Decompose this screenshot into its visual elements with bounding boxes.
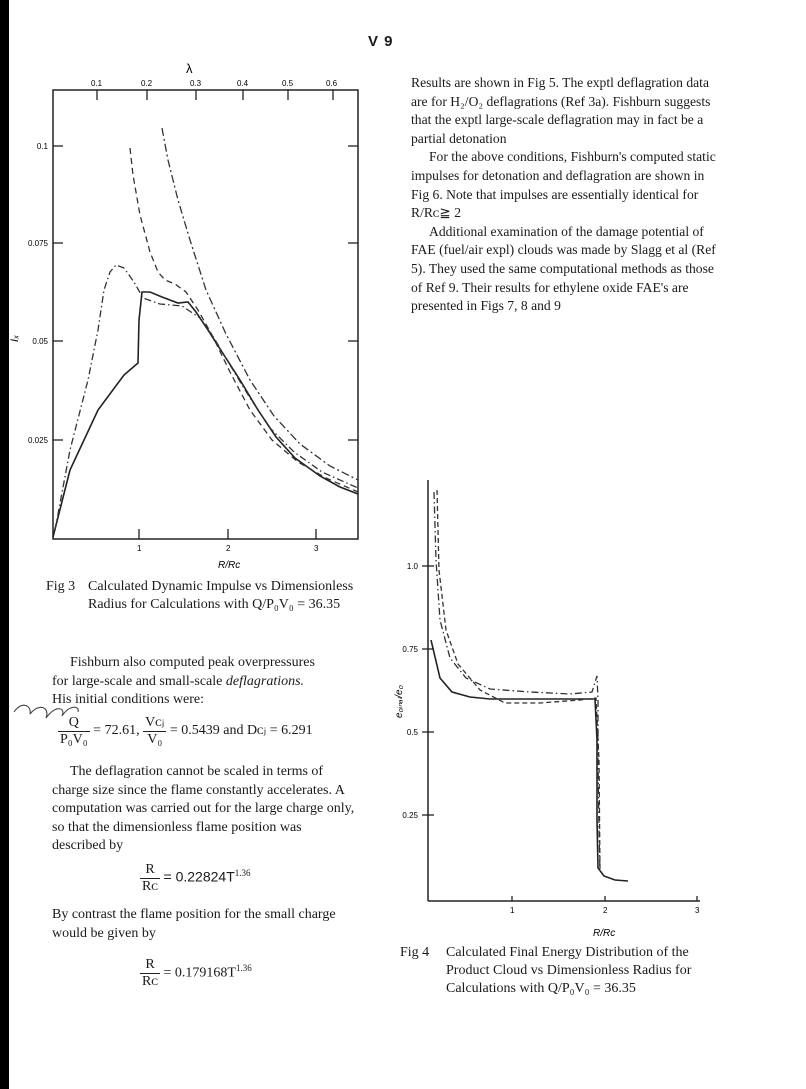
fig3-y-tick-labels [28,142,49,445]
fig3-top-tick-label: 0.1 [91,79,103,88]
fig4-dash-curve [437,490,600,870]
fig3-top-tick-labels [91,79,338,88]
eq3-den: Rᴄ [142,974,159,989]
eq1-q-fraction [58,715,90,748]
fig4-caption [400,944,730,998]
right-para2: For the above conditions, Fishburn's computed static impulses for detonation and deflagration are shown in Fig 6. Note that impulses are essentially identical for R/Rᴄ≧ 2 [411,149,716,221]
fig3-x-tick-label: 2 [226,544,231,553]
fig3-caption-line1: Calculated Dynamic Impulse vs Dimensionless [88,579,354,594]
eq1-end: = 0.5439 and Dᴄⱼ = 6.291 [169,723,313,739]
fig4-x-tick-label: 3 [695,906,700,915]
fig3-bottom-ticks [139,529,316,539]
eq2-rhs: = 0.22824T [163,868,235,885]
eq3-exp: 1.36 [235,963,252,974]
fig4-x-tick-label: 1 [510,906,515,915]
fig3-caption-line2: Radius for Calculations with Q/P₀V₀ = 36.35 [88,597,341,612]
fig4-y-tick-label: 0.5 [406,728,418,737]
right-text-block [411,74,717,316]
fig4-y-tick-label: 0.75 [402,645,418,654]
fig4-caption-line3: Calculations with Q/P₀V₀ = 36.35 [446,981,636,996]
left-para3: By contrast the flame position for the small charge would be given by [52,907,336,941]
eq1-v-num: Vᴄⱼ [145,715,165,730]
fig3-top-ticks [97,90,333,100]
fig3-top-tick-label: 0.6 [326,79,338,88]
left-para1b-line [52,673,352,692]
page-number: V 9 [368,33,394,50]
fig3-dashdot-curve [55,265,358,530]
fig4-caption-line2: Product Cloud vs Dimensionless Radius for [446,963,692,978]
fig3-y-tick-label: 0.075 [27,239,48,248]
fig4-dashdot-curve [434,492,600,872]
fig4-caption-number: Fig 4 [400,945,430,960]
fig3-frame [53,90,358,539]
eq1-rest: = 72.61, [93,723,140,739]
eq1-v-den: V₀ [147,732,163,747]
eq2-num: R [140,862,160,879]
left-para1b: for large-scale and small-scale [52,673,223,689]
fig3-caption-number: Fig 3 [46,579,76,594]
fig4-y-tick-label: 1.0 [406,562,418,571]
fig3-top-tick-label: 0.5 [282,79,294,88]
fig4-x-tick-labels [510,906,700,915]
eq3-fraction [140,957,160,990]
fig3-y-tick-label: 0.025 [27,436,48,445]
fig3-y-tick-label: 0.1 [36,142,48,151]
fig4-caption-line1: Calculated Final Energy Distribution of the [446,945,689,960]
fig4-y-tick-label: 0.25 [402,811,418,820]
left-para1a: Fishburn also computed peak overpressures [70,655,315,670]
fig3-long-dash-curve [130,148,358,492]
eq3-num: R [140,957,160,974]
eq1-den: P₀V₀ [60,731,88,747]
equation-large-charge [140,862,251,895]
eq2-exp: 1.36 [234,868,251,879]
right-para1: Results are shown in Fig 5. The exptl deflagration data are for H₂/O₂ deflagrations (Ref 3a). Fishburn suggests that the exptl large-scale deflagration may in fact be a partial detonation [411,75,711,146]
fig3-outer-dash-curve [162,128,358,480]
fig4-x-tick-label: 2 [603,906,608,915]
fig3-y-tick-label: 0.05 [32,337,48,346]
left-text-block [52,654,352,710]
fig3-caption [46,578,386,614]
equation-initial-conditions [58,714,313,748]
right-para3: Additional examination of the damage potential of FAE (fuel/air expl) clouds was made by Slagg et al (Ref 5). They used the same computational methods as those of Ref 9. Their results for ethylene oxide FAE's are presented in Figs 7, 8 and 9 [411,223,716,314]
fig3-top-tick-label: 0.2 [141,79,153,88]
eq3-rhs: = 0.179168T [163,965,236,981]
eq2-den: Rᴄ [142,879,159,894]
fig3-y-label: Iₓ [9,334,21,342]
left-para2: The deflagration cannot be scaled in terms of charge size since the flame constantly accelerates. A computation was carried out for the large charge only, so that the dimensionless flame position was described by [52,764,355,854]
fig3-x-tick-label: 3 [314,544,319,553]
eq1-num: Q [58,715,90,732]
fig3-x-tick-labels [137,544,319,553]
fig3-side-ticks [53,146,358,440]
fig3-x-tick-label: 1 [137,544,142,553]
fig3-top-tick-label: 0.3 [190,79,202,88]
fig4-x-label: R/Rᴄ [593,928,616,939]
fig3-top-tick-label: 0.4 [237,79,249,88]
eq2-fraction [140,862,160,895]
left-para1d: His initial conditions were: [52,692,205,708]
eq1-v-fraction [143,714,166,748]
left-para1c: deflagrations. [225,673,305,689]
fig4-y-label: e₀ᵢₙₐₗ/e₀ [394,685,405,718]
fig3-top-axis-label: λ [186,61,193,76]
equation-small-charge [140,957,252,990]
fig3-x-label: R/Rᴄ [218,560,241,571]
